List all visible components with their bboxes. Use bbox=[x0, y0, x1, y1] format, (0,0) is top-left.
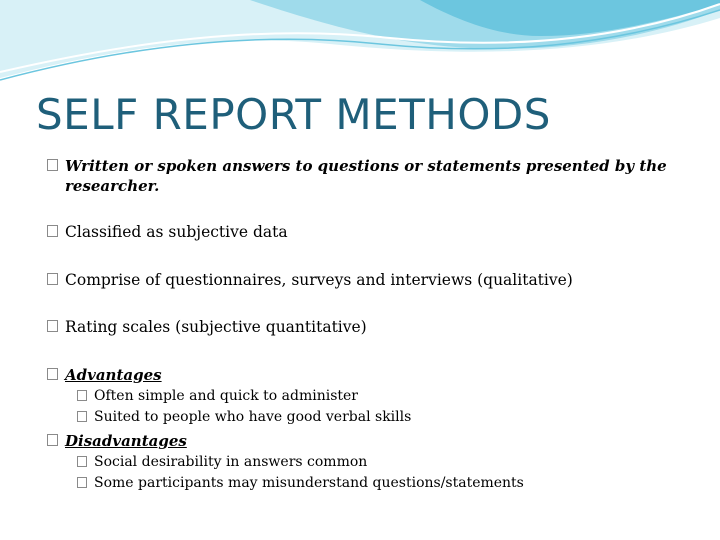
disadvantages-heading: Disadvantages bbox=[65, 432, 187, 450]
bullet-box-icon bbox=[77, 390, 87, 401]
bullet-classified bbox=[47, 222, 687, 242]
bullet-box-icon bbox=[47, 434, 58, 446]
bullet-text: Rating scales (subjective quantitative) bbox=[65, 318, 367, 336]
bullet-text: Written or spoken answers to questions or statements presented by the researcher. bbox=[65, 157, 667, 195]
advantage-item-text: Suited to people who have good verbal skills bbox=[94, 409, 412, 425]
bullet-box-icon bbox=[77, 411, 87, 422]
bullet-box-icon bbox=[47, 320, 58, 332]
bullet-text: Comprise of questionnaires, surveys and interviews (qualitative) bbox=[65, 271, 573, 289]
advantage-item-text: Often simple and quick to administer bbox=[94, 388, 359, 404]
bullet-text: Classified as subjective data bbox=[65, 223, 288, 241]
disadvantage-item-text: Some participants may misunderstand questions/statements bbox=[94, 475, 524, 491]
header-wave-decoration bbox=[0, 0, 720, 100]
advantages-heading: Advantages bbox=[65, 366, 162, 384]
bullet-definition bbox=[47, 156, 687, 196]
bullet-advantages bbox=[47, 365, 687, 385]
bullet-box-icon bbox=[47, 368, 58, 380]
bullet-comprise bbox=[47, 270, 687, 290]
bullet-box-icon bbox=[77, 456, 87, 467]
bullet-box-icon bbox=[77, 477, 87, 488]
bullet-box-icon bbox=[47, 225, 58, 237]
advantage-item bbox=[77, 386, 677, 407]
bullet-disadvantages bbox=[47, 431, 687, 451]
disadvantage-item bbox=[77, 452, 677, 473]
bullet-box-icon bbox=[47, 273, 58, 285]
bullet-rating-scales bbox=[47, 317, 687, 337]
bullet-box-icon bbox=[47, 159, 58, 171]
disadvantage-item bbox=[77, 473, 697, 494]
slide-title: SELF REPORT METHODS bbox=[36, 90, 551, 139]
disadvantage-item-text: Social desirability in answers common bbox=[94, 454, 368, 470]
advantage-item bbox=[77, 407, 677, 428]
